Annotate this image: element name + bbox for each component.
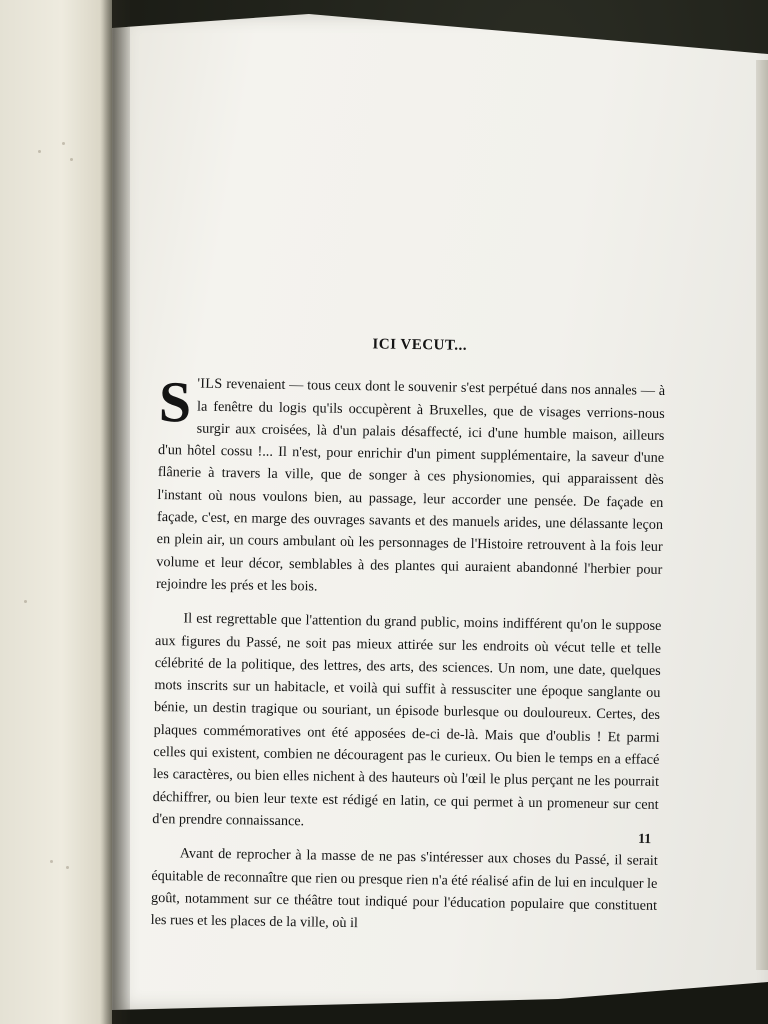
page-text bbox=[150, 330, 666, 951]
paper-speck bbox=[70, 158, 73, 161]
paragraph-1 bbox=[155, 369, 666, 603]
drop-cap: S bbox=[158, 369, 192, 435]
paragraph-3: Avant de reprocher à la masse de ne pas s'intéresser aux choses du Passé, il serait équitable de reconnaître que rien ou presque rien n'a été réalisé afin de lui en inculquer le goût, notamment sur ce théâtre tout indiqué pour l'éducation populaire que constituent les rues et les places de la ville, où il bbox=[150, 845, 658, 932]
book-gutter-shadow bbox=[100, 0, 130, 1024]
left-facing-page bbox=[0, 0, 112, 1024]
paper-speck bbox=[62, 142, 65, 145]
chapter-title: ICI VECUT... bbox=[372, 336, 468, 354]
lead-word: 'ILS bbox=[197, 375, 223, 393]
paragraph-1-text: revenaient — tous ceux dont le souvenir s'est perpétué dans nos annales — à la fenêtre du logis qu'ils occupèrent à Bruxelles, que de visages verrions-nous surgir aux croisées, là d'un palais désaffecté, ici d'une humble maison, ailleurs d'un hôtel cossu !... Il n'est, pour enrichir d'un piment supplémentaire, la saveur d'une flânerie à travers la ville, que de songer à ces physionomies, qui apparaissent dès l'instant où nous voulons bien, au passage, leur accorder une pensée. De façade en façade, c'est, en marge des ouvrages savants et des manuels arides, une délassante leçon en plein air, un cours ambulant où les personnages de l'Histoire retrouvent à la fois leur volume et leur décor, semblables à des plantes qui auraient abandonné l'herbier pour rejoindre les prés et les bois. bbox=[155, 376, 666, 595]
paper-speck bbox=[38, 150, 41, 153]
page-number: 11 bbox=[637, 831, 652, 848]
paper-speck bbox=[66, 866, 69, 869]
paragraph-2: Il est regrettable que l'attention du grand public, moins indifférent qu'on le suppose aux figures du Passé, ne soit pas mieux attirée sur les endroits où vécut telle et telle célébrité de la politique, des lettres, des arts, des sciences. Un nom, une date, quelques mots inscrits sur un habitacle, et voilà qui suffit à ressusciter une époque sanglante ou bénie, un destin tragique ou souriant, un épisode burlesque ou douloureux. Certes, des plaques commémoratives ont été apposées de-ci de-là. Mais que d'oublis ! Et parmi celles qui existent, combien ne découragent pas le curieux. Ou bien le temps en a effacé les caractères, ou bien elles nichent à des hauteurs où l'œil le plus perçant ne les pourrait déchiffrer, ou bien leur texte est rédigé en latin, ce qui permet à un promeneur sur cent d'en prendre connaissance. bbox=[152, 610, 662, 830]
page-edge bbox=[756, 60, 768, 970]
paper-speck bbox=[50, 860, 53, 863]
paper-speck bbox=[24, 600, 27, 603]
